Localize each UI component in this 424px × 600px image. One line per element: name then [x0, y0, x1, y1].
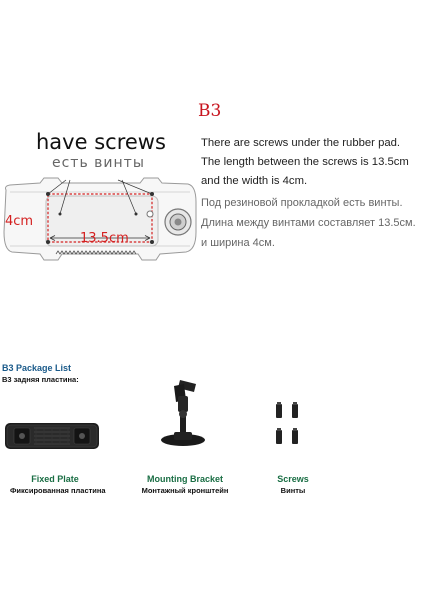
- description-line: and the width is 4cm.: [201, 175, 308, 187]
- item-label-ru-mounting-bracket: Монтажный кронштейн: [141, 486, 229, 495]
- product-title: B3: [198, 101, 222, 121]
- description-line: There are screws under the rubber pad.: [201, 137, 401, 149]
- description-line-ru: Под резиновой прокладкой есть винты.: [201, 197, 403, 209]
- package-subtitle: B3 задняя пластина:: [2, 375, 79, 384]
- diagram-heading: have screws: [36, 130, 166, 154]
- item-label-fixed-plate: Fixed Plate: [31, 474, 79, 484]
- screw-point: [46, 240, 50, 244]
- mounting-bracket-icon: [154, 378, 214, 452]
- package-title: B3 Package List: [2, 363, 72, 373]
- screws-icon: [272, 400, 304, 452]
- item-label-ru-screws: Винты: [280, 486, 306, 495]
- description-line-ru: Длина между винтами составляет 13.5см.: [201, 217, 416, 229]
- item-label-screws: Screws: [277, 474, 309, 484]
- diagram-heading-ru: есть винты: [52, 155, 145, 171]
- item-label-ru-fixed-plate: Фиксированная пластина: [10, 486, 106, 495]
- description-line: The length between the screws is 13.5cm: [201, 156, 409, 168]
- fixed-plate-icon: [4, 420, 100, 452]
- item-label-mounting-bracket: Mounting Bracket: [146, 474, 223, 484]
- width-label: 4cm: [5, 214, 34, 229]
- description-line-ru: и ширина 4см.: [201, 237, 275, 249]
- screw-point: [150, 240, 154, 244]
- length-label: 13.5cm: [80, 231, 129, 246]
